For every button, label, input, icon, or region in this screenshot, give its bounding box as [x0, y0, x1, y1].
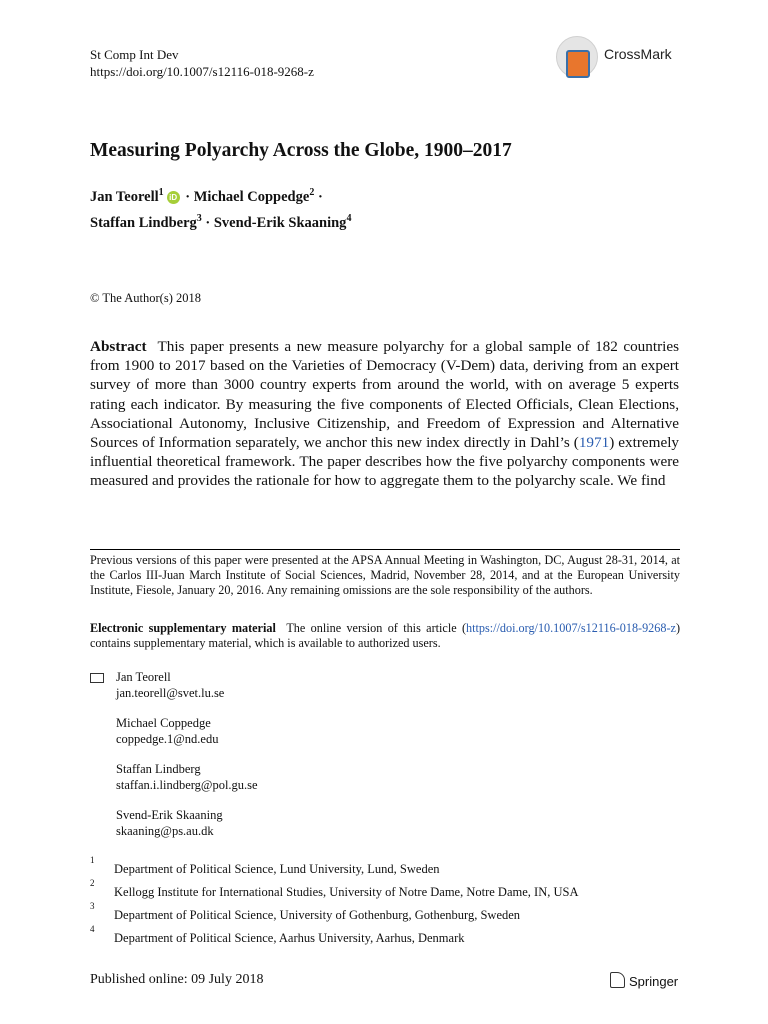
contact-email[interactable]: staffan.i.lindberg@pol.gu.se [116, 777, 258, 792]
author-separator: · [314, 188, 323, 205]
crossmark-badge[interactable] [556, 30, 680, 84]
publisher-name: Springer [629, 974, 679, 989]
paper-title: Measuring Polyarchy Across the Globe, 1900–2017 [90, 140, 512, 161]
contact-name: Staffan Lindberg [116, 762, 201, 776]
contact-name: Jan Teorell [116, 670, 171, 684]
affiliation-text: Department of Political Science, University of Gothenburg, Gothenburg, Sweden [114, 908, 521, 922]
springer-horse-icon [610, 972, 625, 988]
crossmark-icon [556, 36, 598, 78]
affiliation-number: 3 [90, 901, 95, 911]
doi-link[interactable]: https://doi.org/10.1007/s12116-018-9268-z [90, 64, 314, 79]
affiliation-text: Department of Political Science, Aarhus University, Aarhus, Denmark [114, 931, 465, 945]
contact-name: Michael Coppedge [116, 716, 211, 730]
orcid-icon[interactable]: iD [167, 191, 180, 204]
affiliation-item [90, 901, 690, 927]
author-sup: 3 [196, 212, 202, 224]
author-separator: · [181, 188, 194, 205]
contact-email[interactable]: coppedge.1@nd.edu [116, 731, 219, 746]
author-sup: 4 [346, 212, 352, 224]
contact-item [116, 762, 258, 793]
author-sup: 1 [158, 187, 164, 198]
affiliation-text: Department of Political Science, Lund University, Lund, Sweden [114, 862, 440, 876]
contact-item [116, 716, 258, 747]
contact-item [116, 670, 258, 701]
footnote-divider [90, 549, 680, 550]
author-separator: · [201, 214, 214, 231]
author-sup: 2 [309, 187, 315, 198]
abstract-text: This paper presents a new measure polyarchy for a global sample of 182 countries from 1900 to 2017 based on the Varieties of Democracy (V-Dem) data, deriving from an expert survey of more than 3000 country experts from around the world, with on average 5 experts rating each indicator. By measuring the five components of Elected Officials, Clean Elections, Associational Autonomy, Inclusive Citizenship, and Freedom of Expression and Alternative Sources of Information separately, we anchor this new index directly in Dahl’s ( [90, 338, 679, 452]
author-name[interactable]: Jan Teorell [90, 188, 159, 205]
author-name[interactable]: Svend-Erik Skaaning [213, 214, 347, 231]
esm-text-end: ) contains supplementary material, which is available to authorized users. [90, 621, 680, 650]
contact-list [116, 670, 258, 854]
affiliation-number: 1 [90, 855, 95, 865]
envelope-icon [90, 673, 104, 683]
journal-name: St Comp Int Dev [90, 47, 179, 62]
supplementary-note [90, 621, 680, 651]
footnote: Previous versions of this paper were presented at the APSA Annual Meeting in Washington, DC, August 28-31, 2014, at the Carlos III-Juan March Institute of Social Sciences, Madrid, November 28, 2014, and at the European University Institute, Fiesole, January 20, 2016. Any remaining omissions are the sole responsibility of the authors. [90, 553, 680, 597]
affiliation-text: Kellogg Institute for International Studies, University of Notre Dame, Notre Dame, IN, USA [114, 885, 579, 899]
abstract-text-end: ) extremely influential theoretical framework. The paper describes how the five polyarchy components were measured and provides the rationale for how to aggregate them to the polyarchy scale. We find [90, 434, 680, 490]
copyright-notice: © The Author(s) 2018 [90, 291, 201, 305]
contact-item [116, 808, 258, 839]
publisher-logo[interactable] [610, 972, 678, 989]
abstract-label: Abstract [90, 338, 147, 355]
affiliation-number: 2 [90, 878, 95, 888]
author-list [90, 182, 690, 234]
affiliation-number: 4 [90, 924, 95, 934]
contact-name: Svend-Erik Skaaning [116, 808, 223, 822]
author-name[interactable]: Staffan Lindberg [90, 214, 197, 231]
abstract [90, 337, 679, 491]
esm-label: Electronic supplementary material [90, 621, 276, 635]
author-name[interactable]: Michael Coppedge [193, 188, 310, 205]
contact-email[interactable]: skaaning@ps.au.dk [116, 823, 214, 838]
published-date: Published online: 09 July 2018 [90, 972, 264, 987]
affiliation-item [90, 855, 690, 881]
citation-link[interactable]: 1971 [578, 434, 610, 452]
esm-text: The online version of this article ( [286, 621, 467, 635]
affiliation-item [90, 924, 690, 950]
affiliation-list [90, 855, 690, 950]
affiliation-item [90, 878, 690, 904]
journal-header [90, 46, 314, 80]
esm-link[interactable]: https://doi.org/10.1007/s12116-018-9268-z [466, 621, 676, 635]
contact-email[interactable]: jan.teorell@svet.lu.se [116, 685, 225, 700]
crossmark-label: CrossMark [604, 46, 672, 62]
